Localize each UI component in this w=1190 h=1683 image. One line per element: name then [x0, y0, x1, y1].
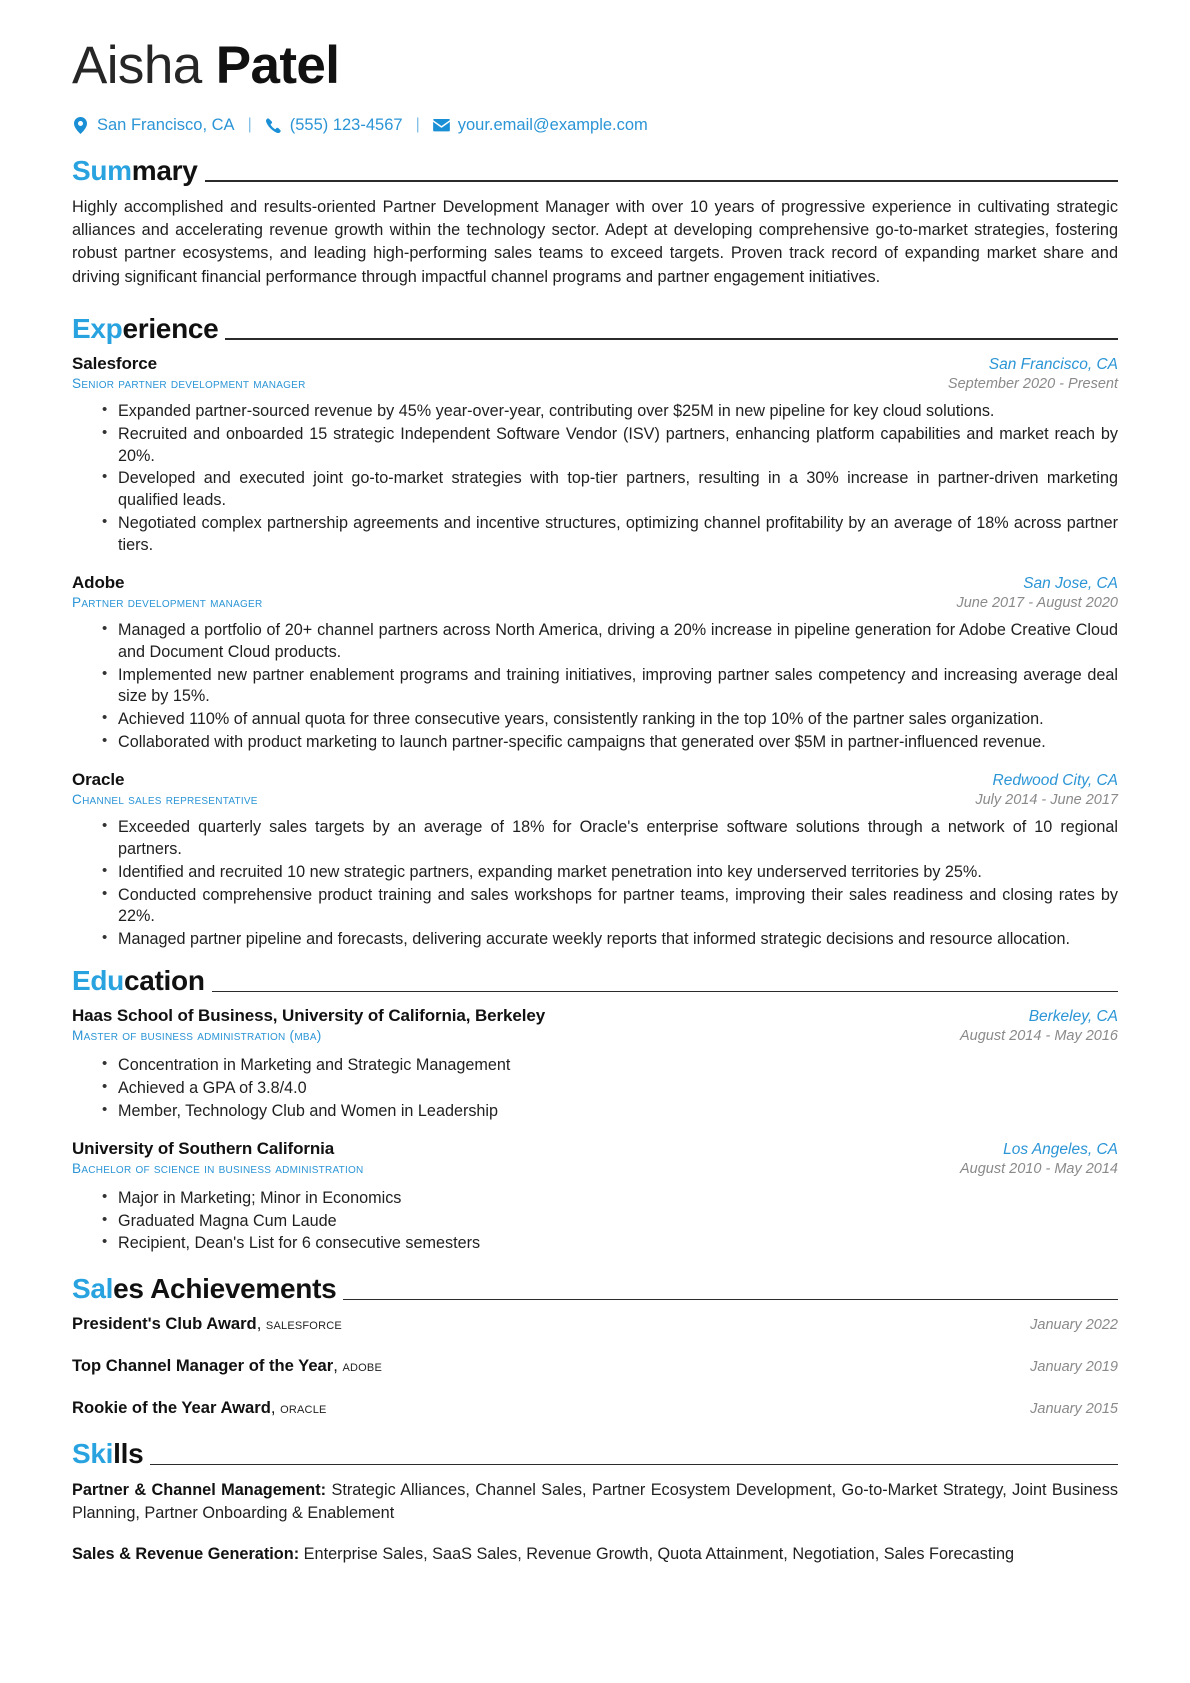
- experience-bullet-list: [72, 401, 1118, 557]
- section-summary: [72, 154, 1118, 289]
- experience-heading-text: [72, 312, 219, 344]
- list-item: • Recruited and onboarded 15 strategic Independent Software Vendor (ISV) partners, enhancing platform capabilities and market reach by 20%.: [102, 424, 1118, 468]
- section-achievements: [72, 1275, 1118, 1418]
- contact-email-text: your.email@example.com: [457, 115, 648, 134]
- contact-email[interactable]: [433, 116, 648, 135]
- achievements-heading-rest: es Achievements: [113, 1273, 337, 1305]
- envelope-icon: [433, 119, 450, 132]
- achievement-row: [72, 1398, 1118, 1418]
- education-entry-subheader: [72, 1028, 1118, 1044]
- summary-heading: [72, 154, 1118, 186]
- experience-dates: June 2017 - August 2020: [956, 594, 1118, 611]
- skill-items: Enterprise Sales, SaaS Sales, Revenue Growth, Quota Attainment, Negotiation, Sales Forecasting: [303, 1544, 1015, 1563]
- list-item: • Achieved 110% of annual quota for three consecutive years, consistently ranking in the top 10% of the partner sales organization.: [102, 709, 1118, 731]
- skill-items: Strategic Alliances, Channel Sales, Partner Ecosystem Development, Go-to-Market Strategy, Joint Business Planning, Partner Onboarding & Enablement: [72, 1481, 1118, 1523]
- education-heading-rule: [212, 991, 1118, 993]
- skills-heading-text: [72, 1440, 143, 1468]
- list-item: • Identified and recruited 10 new strategic partners, expanding market penetration into key underserved territories by 25%.: [102, 862, 1118, 884]
- summary-heading-rule: [205, 180, 1118, 182]
- education-bullet-list: [72, 1188, 1118, 1256]
- achievement-comma: ,: [256, 1314, 266, 1334]
- education-dates: August 2014 - May 2016: [960, 1028, 1118, 1045]
- contact-location-text: San Francisco, CA: [97, 115, 235, 134]
- experience-entry: [72, 354, 1118, 557]
- experience-entry-header: [72, 354, 1118, 374]
- list-item: • Achieved a GPA of 3.8/4.0: [102, 1078, 1118, 1100]
- skills-heading-highlight: Ski: [72, 1438, 114, 1470]
- education-entry-header: [72, 1006, 1118, 1026]
- education-bullet-list: [72, 1055, 1118, 1123]
- achievement-organization: adobe: [342, 1358, 382, 1376]
- education-heading-rest: cation: [123, 965, 205, 997]
- experience-job-title: Partner development manager: [72, 594, 263, 610]
- experience-job-title: Channel sales representative: [72, 792, 258, 807]
- first-name: Aisha: [72, 36, 202, 95]
- skill-category: Sales & Revenue Generation:: [72, 1544, 300, 1563]
- list-item: • Member, Technology Club and Women in Leadership: [102, 1101, 1118, 1123]
- achievement-label: [72, 1398, 327, 1418]
- achievement-label: [72, 1356, 382, 1376]
- skill-group: [72, 1543, 1118, 1566]
- education-heading-text: [72, 967, 205, 995]
- achievements-heading-text: [72, 1275, 336, 1303]
- experience-heading: [72, 312, 1118, 344]
- experience-entry-subheader: [72, 792, 1118, 808]
- experience-organization: Salesforce: [72, 353, 157, 373]
- education-entry-subheader: [72, 1161, 1118, 1177]
- experience-entry-subheader: [72, 376, 1118, 392]
- skills-heading-rest: lls: [113, 1438, 144, 1470]
- education-dates: August 2010 - May 2014: [960, 1160, 1118, 1177]
- achievements-heading-rule: [343, 1299, 1118, 1301]
- education-degree: Master of business administration (mba): [72, 1028, 322, 1044]
- achievements-heading-highlight: Sal: [72, 1273, 114, 1305]
- list-item: • Concentration in Marketing and Strategic Management: [102, 1055, 1118, 1077]
- skills-heading-rule: [150, 1464, 1118, 1466]
- education-entry: [72, 1139, 1118, 1256]
- skill-group: [72, 1479, 1118, 1525]
- achievement-name: President's Club Award: [72, 1314, 257, 1334]
- education-heading-highlight: Edu: [72, 965, 124, 997]
- section-skills: [72, 1440, 1118, 1565]
- experience-bullet-list: [72, 817, 1118, 951]
- location-pin-icon: [72, 117, 89, 134]
- achievement-date: January 2019: [1030, 1359, 1118, 1376]
- list-item: • Graduated Magna Cum Laude: [102, 1211, 1118, 1233]
- education-degree: Bachelor of science in business administration: [72, 1160, 364, 1176]
- experience-location: San Jose, CA: [1023, 574, 1118, 592]
- list-item: • Conducted comprehensive product training and sales workshops for partner teams, improving their sales readiness and closing rates by 22%.: [102, 885, 1118, 929]
- list-item: • Managed partner pipeline and forecasts, delivering accurate weekly reports that informed strategic decisions and resource allocation.: [102, 929, 1118, 951]
- summary-text: Highly accomplished and results-oriented Partner Development Manager with over 10 years of progressive experience in cultivating strategic alliances and accelerating revenue growth within the technology sector. Adept at developing comprehensive go-to-market strategies, fostering robust partner ecosystems, and leading high-performing sales teams to exceed targets. Proven track record of expanding market share and driving significant financial performance through impactful channel programs and partner engagement initiatives.: [72, 197, 1118, 286]
- candidate-name: [72, 38, 1118, 94]
- experience-location: Redwood City, CA: [992, 772, 1118, 789]
- summary-heading-rest: mary: [131, 154, 198, 186]
- skills-heading: [72, 1440, 1118, 1468]
- achievement-row: [72, 1314, 1118, 1334]
- experience-heading-rest: erience: [122, 312, 219, 344]
- experience-entry: [72, 573, 1118, 754]
- education-location: Los Angeles, CA: [1003, 1140, 1118, 1158]
- list-item: • Developed and executed joint go-to-market strategies with top-tier partners, resulting in a 30% increase in partner-driven marketing qualified leads.: [102, 468, 1118, 512]
- education-entry-header: [72, 1139, 1118, 1159]
- contact-location[interactable]: [72, 116, 235, 135]
- education-institution: Haas School of Business, University of California, Berkeley: [72, 1006, 546, 1026]
- experience-organization: Adobe: [72, 572, 125, 592]
- experience-entry-subheader: [72, 595, 1118, 611]
- achievement-name: Rookie of the Year Award: [72, 1398, 271, 1418]
- experience-organization: Oracle: [72, 770, 125, 789]
- achievement-label: [72, 1314, 342, 1334]
- experience-heading-highlight: Exp: [72, 312, 123, 344]
- experience-entry-header: [72, 573, 1118, 593]
- achievement-date: January 2022: [1030, 1317, 1118, 1334]
- last-name: Patel: [215, 36, 340, 95]
- list-item: • Collaborated with product marketing to launch partner-specific campaigns that generated over $5M in partner-influenced revenue.: [102, 732, 1118, 754]
- achievement-date: January 2015: [1030, 1401, 1118, 1418]
- education-heading: [72, 967, 1118, 995]
- list-item: • Recipient, Dean's List for 6 consecutive semesters: [102, 1233, 1118, 1255]
- experience-entry: [72, 770, 1118, 951]
- experience-dates: July 2014 - June 2017: [975, 792, 1118, 808]
- experience-heading-rule: [225, 338, 1118, 340]
- summary-heading-highlight: Sum: [72, 154, 132, 186]
- list-item: • Exceeded quarterly sales targets by an average of 18% for Oracle's enterprise software solutions through a network of 10 regional partners.: [102, 817, 1118, 861]
- contact-separator-2: |: [415, 116, 420, 134]
- experience-entry-header: [72, 770, 1118, 790]
- skill-category: Partner & Channel Management:: [72, 1481, 327, 1500]
- achievement-organization: oracle: [280, 1400, 327, 1418]
- contact-phone-text: (555) 123-4567: [289, 115, 403, 134]
- achievement-organization: salesforce: [265, 1316, 342, 1334]
- experience-location: San Francisco, CA: [988, 355, 1118, 373]
- achievements-heading: [72, 1275, 1118, 1303]
- section-education: [72, 967, 1118, 1255]
- summary-heading-text: [72, 154, 198, 186]
- education-location: Berkeley, CA: [1028, 1008, 1118, 1026]
- education-institution: University of Southern California: [72, 1138, 335, 1158]
- contact-row: [72, 116, 1118, 135]
- list-item: • Expanded partner-sourced revenue by 45% year-over-year, contributing over $25M in new pipeline for key cloud solutions.: [102, 401, 1118, 423]
- experience-job-title: Senior partner development manager: [72, 375, 306, 391]
- achievement-comma: ,: [333, 1356, 343, 1376]
- contact-separator: |: [247, 116, 252, 134]
- experience-bullet-list: [72, 620, 1118, 754]
- section-experience: [72, 312, 1118, 951]
- list-item: • Managed a portfolio of 20+ channel partners across North America, driving a 20% increase in pipeline generation for Adobe Creative Cloud and Document Cloud products.: [102, 620, 1118, 664]
- contact-phone[interactable]: [265, 116, 403, 135]
- experience-dates: September 2020 - Present: [947, 375, 1118, 392]
- education-entry: [72, 1006, 1118, 1123]
- achievement-comma: ,: [270, 1398, 281, 1418]
- achievement-row: [72, 1356, 1118, 1376]
- list-item: • Major in Marketing; Minor in Economics: [102, 1188, 1118, 1210]
- achievement-name: Top Channel Manager of the Year: [72, 1356, 334, 1376]
- list-item: • Implemented new partner enablement programs and training initiatives, improving partner sales competency and increasing average deal size by 15%.: [102, 665, 1118, 709]
- list-item: • Negotiated complex partnership agreements and incentive structures, optimizing channel profitability by an average of 18% across partner tiers.: [102, 513, 1118, 557]
- phone-icon: [265, 118, 282, 133]
